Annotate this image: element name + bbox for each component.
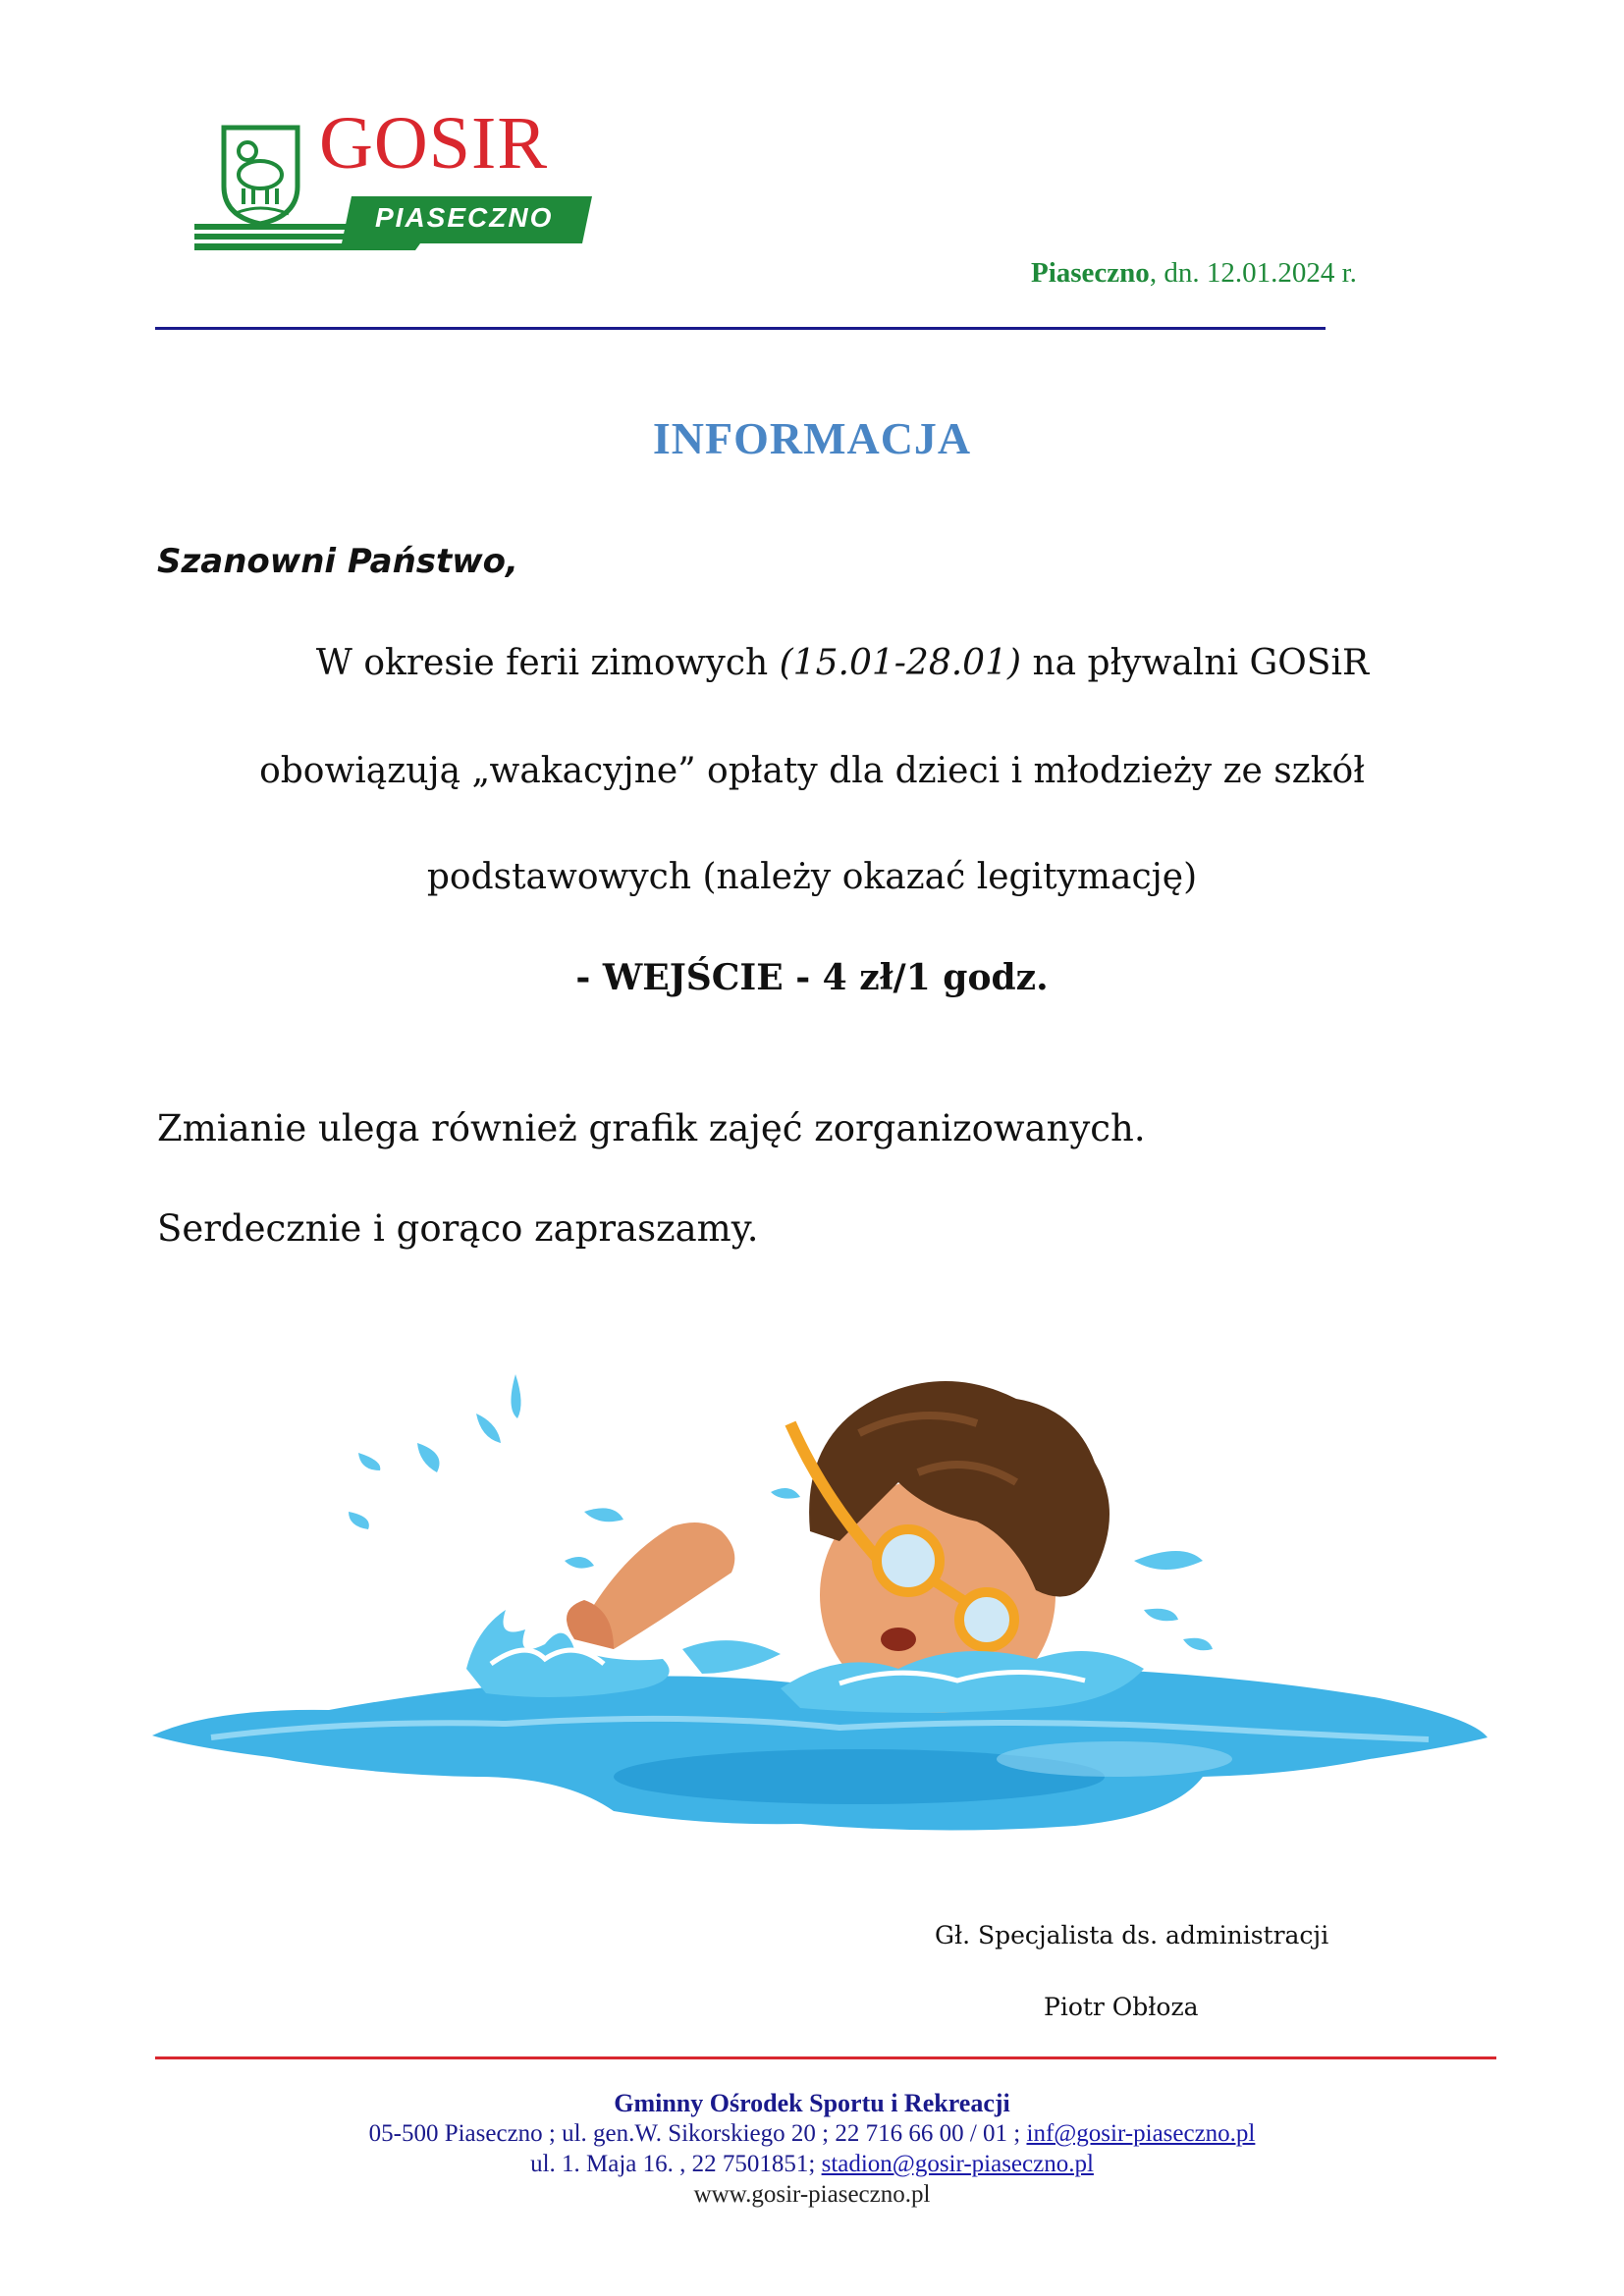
signatory-name: Piotr Obłoza bbox=[1044, 1993, 1199, 2021]
date-city: Piaseczno bbox=[1031, 257, 1150, 289]
date-text: , dn. 12.01.2024 r. bbox=[1149, 257, 1357, 289]
salutation: Szanowni Państwo, bbox=[157, 542, 518, 581]
body-line-1 bbox=[0, 643, 1624, 683]
footer-address-1 bbox=[0, 2120, 1624, 2148]
schedule-note: Zmianie ulega również grafik zajęć zorganizowanych. bbox=[157, 1107, 1146, 1149]
invitation: Serdecznie i gorąco zapraszamy. bbox=[157, 1207, 759, 1250]
footer-organization: Gminny Ośrodek Sportu i Rekreacji bbox=[614, 2089, 1010, 2117]
body-line-3: podstawowych (należy okazać legitymację) bbox=[426, 857, 1198, 897]
signatory-title: Gł. Specjalista ds. administracji bbox=[935, 1921, 1329, 1949]
footer-website[interactable]: www.gosir-piaseczno.pl bbox=[693, 2181, 931, 2208]
logo-title: GOSIR bbox=[319, 102, 549, 185]
price-line: - WEJŚCIE - 4 zł/1 godz. bbox=[575, 957, 1049, 998]
body-line-2: obowiązują „wakacyjne” opłaty dla dzieci i młodzieży ze szkół bbox=[259, 751, 1365, 791]
page-title: INFORMACJA bbox=[652, 413, 972, 463]
ram-emblem-icon bbox=[224, 128, 298, 224]
footer-address-2 bbox=[0, 2151, 1624, 2178]
footer-address-2-text: ul. 1. Maja 16. , 22 7501851; bbox=[530, 2151, 822, 2177]
body-line-1-end: na pływalni GOSiR bbox=[1021, 643, 1370, 683]
logo-subtitle: PIASECZNO bbox=[375, 202, 554, 233]
footer-address-1-text: 05-500 Piaseczno ; ul. gen.W. Sikorskiego 20 ; 22 716 66 00 / 01 ; bbox=[368, 2120, 1027, 2147]
date-line bbox=[1031, 257, 1357, 290]
date-range: (15.01-28.01) bbox=[779, 643, 1022, 683]
swimming-boy-illustration bbox=[152, 1315, 1488, 1875]
body-line-1-start: W okresie ferii zimowych bbox=[315, 643, 780, 683]
email-link-stadium[interactable]: stadion@gosir-piaseczno.pl bbox=[821, 2151, 1094, 2177]
header-divider bbox=[155, 327, 1326, 330]
footer-divider bbox=[155, 2056, 1496, 2059]
email-link-info[interactable]: inf@gosir-piaseczno.pl bbox=[1026, 2120, 1256, 2147]
